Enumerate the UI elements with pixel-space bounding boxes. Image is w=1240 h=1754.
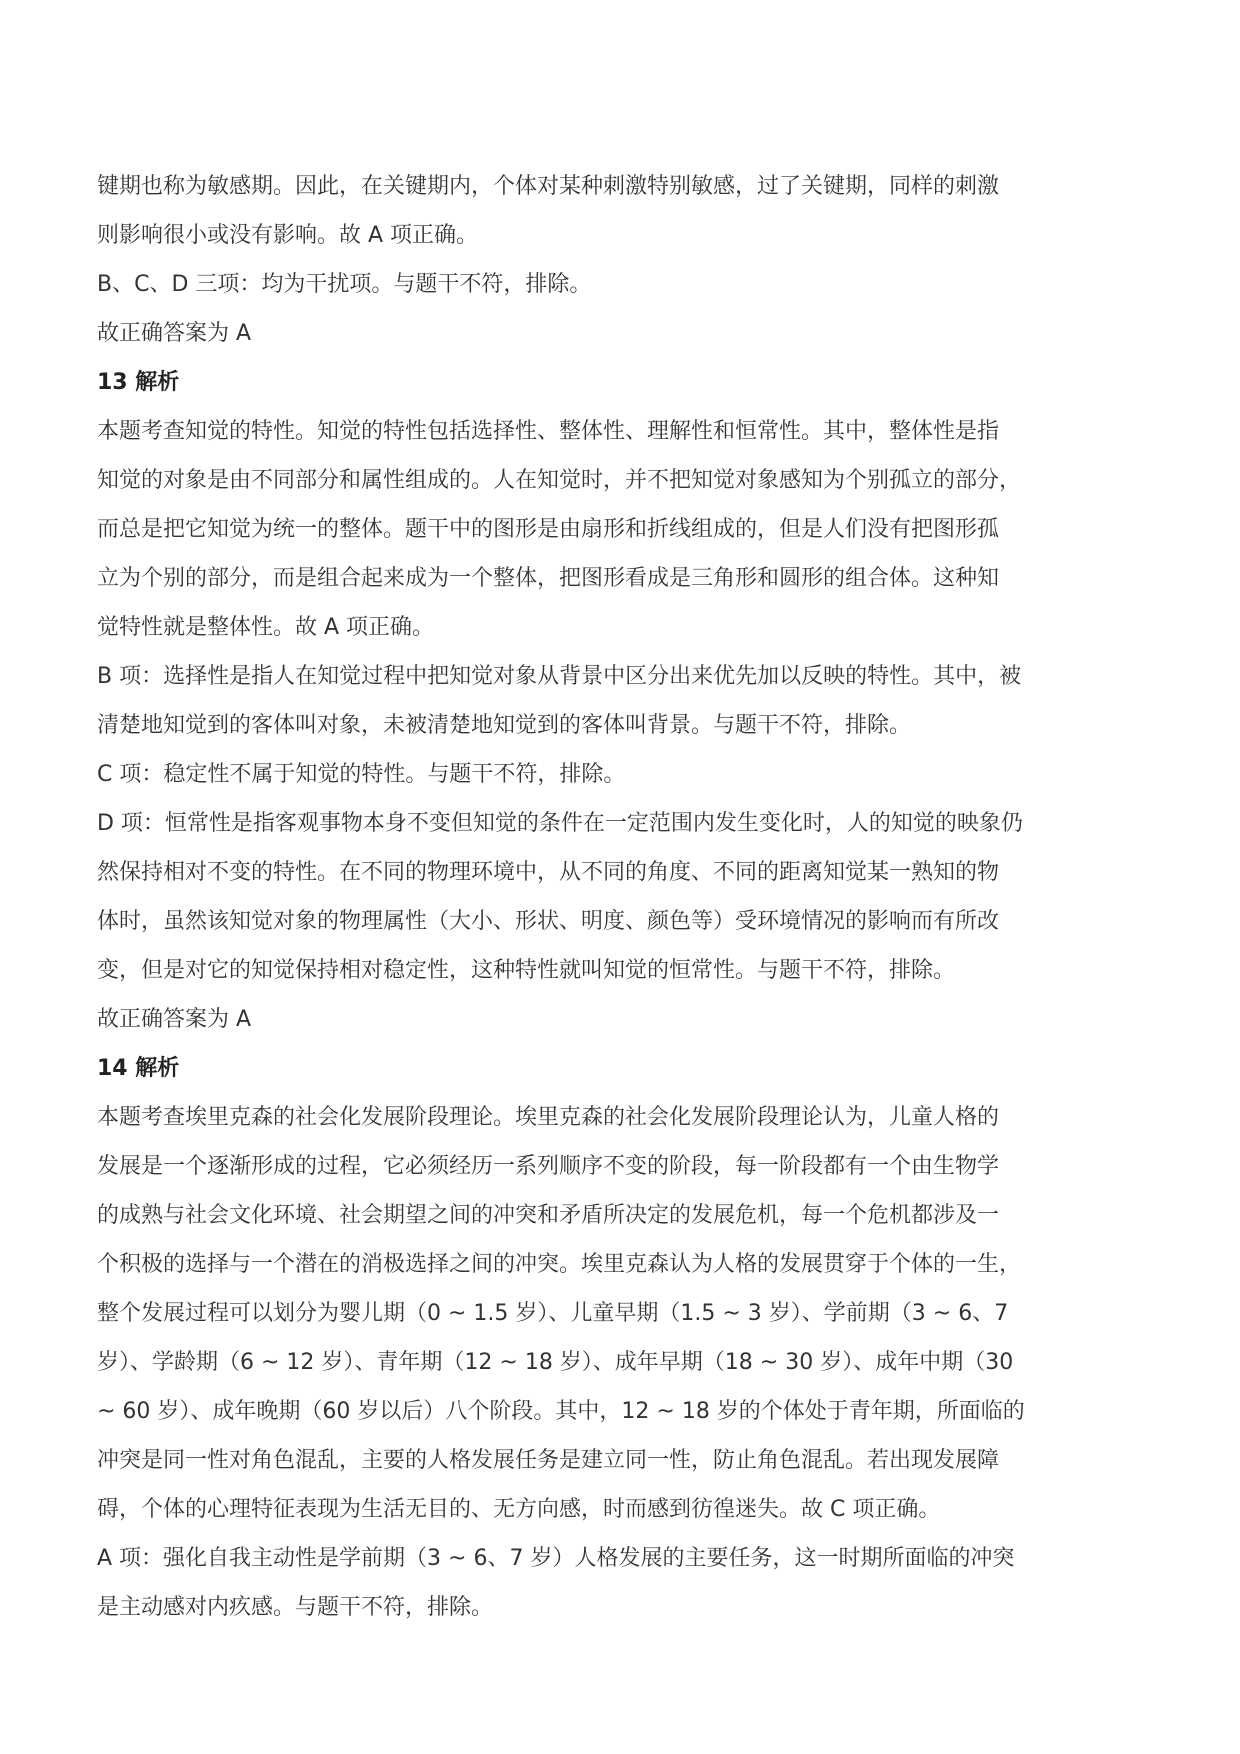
text-line: 体时，虽然该知觉对象的物理属性（大小、形状、明度、颜色等）受环境情况的影响而有所改 (97, 909, 1000, 934)
text-line: 的成熟与社会文化环境、社会期望之间的冲突和矛盾所决定的发展危机，每一个危机都涉及一 (97, 1203, 1000, 1228)
text-line: B 项：选择性是指人在知觉过程中把知觉对象从背景中区分出来优先加以反映的特性。其中，被 (97, 664, 1022, 689)
text-line: C 项：稳定性不属于知觉的特性。与题干不符，排除。 (97, 762, 626, 787)
text-line: 故正确答案为 A (97, 1007, 252, 1032)
section-heading: 14 解析 (97, 1056, 180, 1081)
text-line: A 项：强化自我主动性是学前期（3 ~ 6、7 岁）人格发展的主要任务，这一时期所面临的冲突 (97, 1546, 1015, 1571)
text-line: 知觉的对象是由不同部分和属性组成的。人在知觉时，并不把知觉对象感知为个别孤立的部分， (97, 468, 1022, 493)
text-line: 键期也称为敏感期。因此，在关键期内，个体对某种刺激特别敏感，过了关键期，同样的刺激 (97, 174, 1000, 199)
text-line: 是主动感对内疚感。与题干不符，排除。 (97, 1595, 494, 1620)
text-line: D 项：恒常性是指客观事物本身不变但知觉的条件在一定范围内发生变化时，人的知觉的映象仍 (97, 811, 1023, 836)
section-heading: 13 解析 (97, 370, 180, 395)
text-line: 整个发展过程可以划分为婴儿期（0 ~ 1.5 岁）、儿童早期（1.5 ~ 3 岁）、学前期（3 ~ 6、7 (97, 1301, 1009, 1326)
text-line: 觉特性就是整体性。故 A 项正确。 (97, 615, 435, 640)
text-line: 碍，个体的心理特征表现为生活无目的、无方向感，时而感到彷徨迷失。故 C 项正确。 (97, 1497, 941, 1522)
text-line: 冲突是同一性对角色混乱，主要的人格发展任务是建立同一性，防止角色混乱。若出现发展障 (97, 1448, 1000, 1473)
text-line: 发展是一个逐渐形成的过程，它必须经历一系列顺序不变的阶段，每一阶段都有一个由生物学 (97, 1154, 1000, 1179)
text-line: 本题考查埃里克森的社会化发展阶段理论。埃里克森的社会化发展阶段理论认为，儿童人格的 (97, 1105, 1000, 1130)
text-line: 立为个别的部分，而是组合起来成为一个整体，把图形看成是三角形和圆形的组合体。这种知 (97, 566, 1000, 591)
text-line: 变，但是对它的知觉保持相对稳定性，这种特性就叫知觉的恒常性。与题干不符，排除。 (97, 958, 956, 983)
text-line: 而总是把它知觉为统一的整体。题干中的图形是由扇形和折线组成的，但是人们没有把图形孤 (97, 517, 1000, 542)
document-page (97, 162, 1157, 1632)
text-line: 岁）、学龄期（6 ~ 12 岁）、青年期（12 ~ 18 岁）、成年早期（18 ~ 30 岁）、成年中期（30 (97, 1350, 1014, 1375)
text-line: ~ 60 岁）、成年晚期（60 岁以后）八个阶段。其中，12 ~ 18 岁的个体处于青年期，所面临的 (97, 1399, 1025, 1424)
text-line: 本题考查知觉的特性。知觉的特性包括选择性、整体性、理解性和恒常性。其中，整体性是指 (97, 419, 1000, 444)
text-line: B、C、D 三项：均为干扰项。与题干不符，排除。 (97, 272, 592, 297)
text-line: 则影响很小或没有影响。故 A 项正确。 (97, 223, 479, 248)
text-line: 个积极的选择与一个潜在的消极选择之间的冲突。埃里克森认为人格的发展贯穿于个体的一生， (97, 1252, 1022, 1277)
text-line: 然保持相对不变的特性。在不同的物理环境中，从不同的角度、不同的距离知觉某一熟知的物 (97, 860, 1000, 885)
text-line: 清楚地知觉到的客体叫对象，未被清楚地知觉到的客体叫背景。与题干不符，排除。 (97, 713, 912, 738)
text-line: 故正确答案为 A (97, 321, 252, 346)
